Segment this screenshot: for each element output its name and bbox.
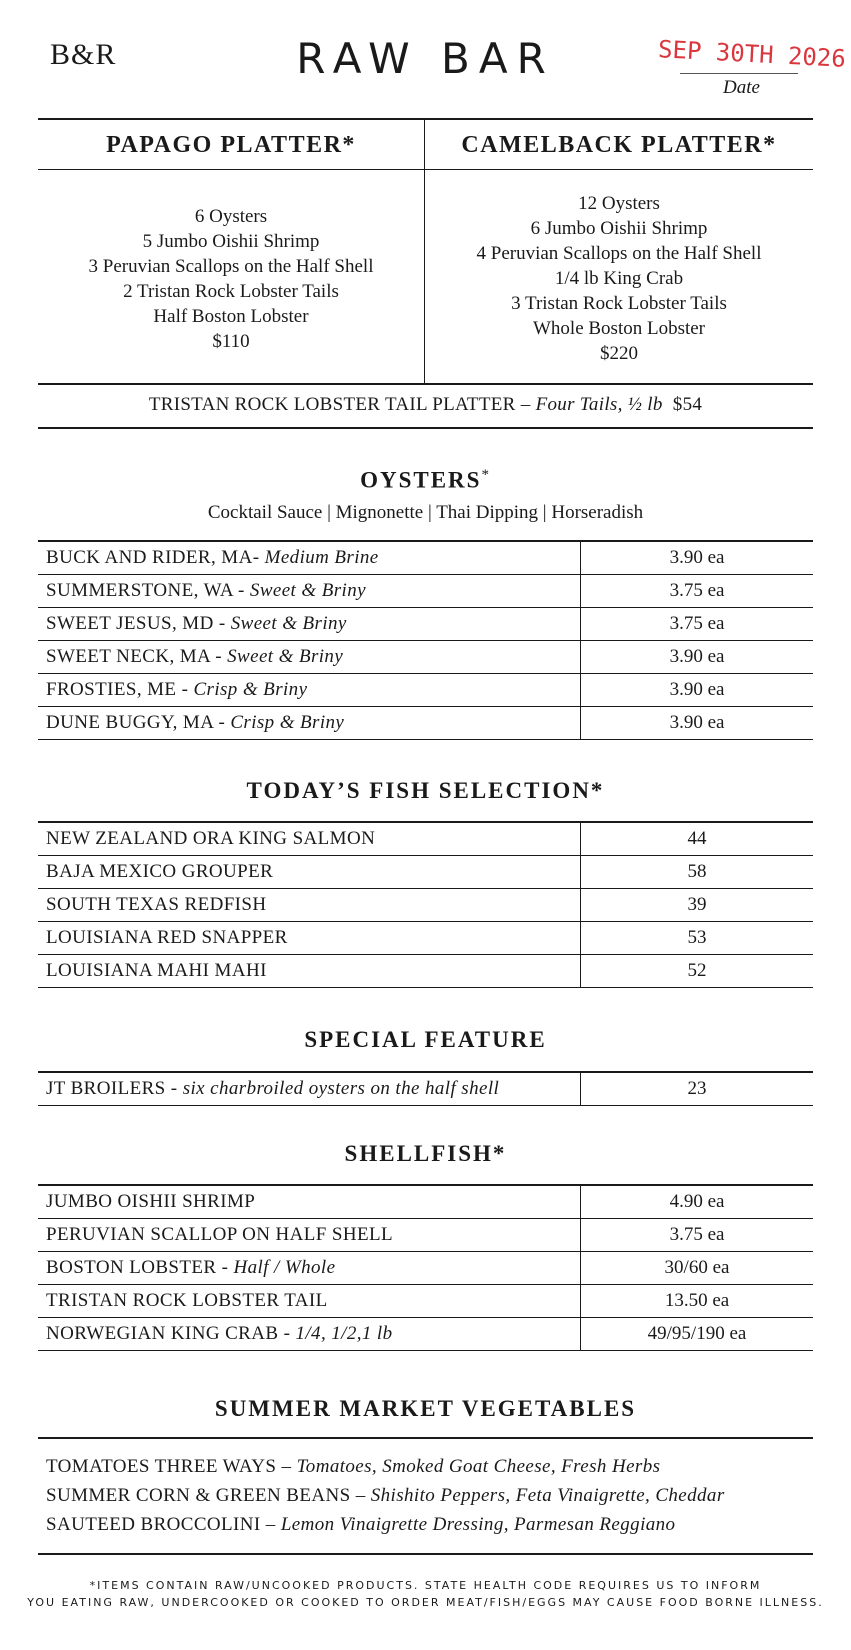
- platter-item: 6 Jumbo Oishii Shrimp: [530, 218, 708, 239]
- item-price: 3.75 ea: [581, 608, 814, 641]
- table-row: [38, 674, 813, 707]
- section-title-shellfish: SHELLFISH*: [344, 1141, 507, 1166]
- logo: B&R: [50, 38, 117, 71]
- item-price: 39: [581, 889, 814, 922]
- tail-platter-price: $54: [672, 394, 703, 415]
- platter-price: $220: [600, 343, 638, 364]
- table-row: [38, 541, 813, 575]
- divider: [38, 1437, 813, 1439]
- table-row: [38, 608, 813, 641]
- table-row: [38, 1185, 813, 1219]
- item-price: 3.75 ea: [581, 575, 814, 608]
- disclaimer: [0, 1577, 851, 1611]
- table-row: [38, 707, 813, 740]
- divider: [38, 383, 813, 385]
- table-row: [38, 1252, 813, 1285]
- section-title-oysters: OYSTERS*: [360, 467, 491, 493]
- table-row: [38, 922, 813, 955]
- item-name: NORWEGIAN KING CRAB - 1/4, 1/2,1 lb: [38, 1318, 581, 1351]
- item-price: 4.90 ea: [581, 1185, 814, 1219]
- platter-items-papago: [38, 204, 424, 354]
- item-price: 30/60 ea: [581, 1252, 814, 1285]
- item-name: BOSTON LOBSTER - Half / Whole: [38, 1252, 581, 1285]
- item-name: TRISTAN ROCK LOBSTER TAIL: [38, 1285, 581, 1318]
- table-row: [38, 889, 813, 922]
- item-price: 3.90 ea: [581, 641, 814, 674]
- item-name: FROSTIES, ME - Crisp & Briny: [38, 674, 581, 707]
- table-row: [38, 641, 813, 674]
- item-price: 52: [581, 955, 814, 988]
- item-name: LOUISIANA MAHI MAHI: [38, 955, 581, 988]
- platter-item: Half Boston Lobster: [153, 306, 309, 327]
- item-price: 3.75 ea: [581, 1219, 814, 1252]
- section-title-vegetables: SUMMER MARKET VEGETABLES: [214, 1396, 637, 1421]
- oyster-sauces: Cocktail Sauce | Mignonette | Thai Dipping | Horseradish: [207, 502, 644, 523]
- divider: [38, 118, 813, 120]
- platter-item: 1/4 lb King Crab: [554, 268, 684, 289]
- item-price: 13.50 ea: [581, 1285, 814, 1318]
- platter-item: 3 Tristan Rock Lobster Tails: [511, 293, 727, 314]
- table-row: [38, 1072, 813, 1106]
- platter-title-camelback: CAMELBACK PLATTER*: [461, 132, 777, 158]
- veg-item: SUMMER CORN & GREEN BEANS – Shishito Peppers, Feta Vinaigrette, Cheddar: [46, 1485, 725, 1506]
- oyster-table: [38, 540, 813, 740]
- platter-title-papago: PAPAGO PLATTER*: [106, 132, 356, 158]
- disclaimer-line: YOU EATING RAW, UNDERCOOKED OR COOKED TO ORDER MEAT/FISH/EGGS MAY CAUSE FOOD BORNE ILLNESS.: [27, 1596, 824, 1609]
- table-row: [38, 1318, 813, 1351]
- table-row: [38, 1219, 813, 1252]
- table-row: [38, 856, 813, 889]
- special-table: [38, 1071, 813, 1106]
- platter-item: 5 Jumbo Oishii Shrimp: [142, 231, 320, 252]
- platter-item: Whole Boston Lobster: [532, 318, 706, 339]
- date-label: Date: [723, 77, 760, 98]
- veg-item: SAUTEED BROCCOLINI – Lemon Vinaigrette Dressing, Parmesan Reggiano: [46, 1514, 676, 1535]
- platter-item: 12 Oysters: [578, 193, 660, 214]
- date-stamp: SEP 30TH 2026: [657, 35, 847, 73]
- item-price: 3.90 ea: [581, 674, 814, 707]
- platter-items-camelback: [425, 191, 813, 366]
- item-name: JUMBO OISHII SHRIMP: [38, 1185, 581, 1219]
- item-name: DUNE BUGGY, MA - Crisp & Briny: [38, 707, 581, 740]
- item-price: 23: [581, 1072, 814, 1106]
- item-name: SOUTH TEXAS REDFISH: [38, 889, 581, 922]
- page-title: RAW BAR: [296, 34, 555, 83]
- platter-item: 6 Oysters: [194, 206, 268, 227]
- fish-table: [38, 821, 813, 988]
- divider: [38, 169, 813, 170]
- date-underline: [680, 73, 798, 74]
- item-price: 44: [581, 822, 814, 856]
- table-row: [38, 575, 813, 608]
- tail-platter: [38, 394, 813, 416]
- item-name: BAJA MEXICO GROUPER: [38, 856, 581, 889]
- item-name: SUMMERSTONE, WA - Sweet & Briny: [38, 575, 581, 608]
- item-price: 3.90 ea: [581, 541, 814, 575]
- section-title-special: SPECIAL FEATURE: [304, 1027, 547, 1052]
- table-row: [38, 1285, 813, 1318]
- item-price: 53: [581, 922, 814, 955]
- item-price: 3.90 ea: [581, 707, 814, 740]
- table-row: [38, 822, 813, 856]
- section-title-fish: TODAY’S FISH SELECTION*: [246, 778, 605, 803]
- item-name: SWEET NECK, MA - Sweet & Briny: [38, 641, 581, 674]
- divider: [38, 1553, 813, 1555]
- item-name: SWEET JESUS, MD - Sweet & Briny: [38, 608, 581, 641]
- item-name: PERUVIAN SCALLOP ON HALF SHELL: [38, 1219, 581, 1252]
- item-name: LOUISIANA RED SNAPPER: [38, 922, 581, 955]
- platter-price: $110: [212, 331, 250, 352]
- table-row: [38, 955, 813, 988]
- divider: [38, 427, 813, 429]
- item-name: BUCK AND RIDER, MA- Medium Brine: [38, 541, 581, 575]
- item-name: NEW ZEALAND ORA KING SALMON: [38, 822, 581, 856]
- platter-item: 2 Tristan Rock Lobster Tails: [123, 281, 339, 302]
- tail-platter-desc: Four Tails, ½ lb: [535, 394, 663, 415]
- veg-item: TOMATOES THREE WAYS – Tomatoes, Smoked Goat Cheese, Fresh Herbs: [46, 1456, 661, 1477]
- platter-item: 3 Peruvian Scallops on the Half Shell: [88, 256, 374, 277]
- platter-item: 4 Peruvian Scallops on the Half Shell: [476, 243, 762, 264]
- item-price: 49/95/190 ea: [581, 1318, 814, 1351]
- item-price: 58: [581, 856, 814, 889]
- item-name: JT BROILERS - six charbroiled oysters on the half shell: [38, 1072, 581, 1106]
- tail-platter-dash: –: [520, 394, 531, 415]
- tail-platter-name: TRISTAN ROCK LOBSTER TAIL PLATTER: [148, 394, 516, 415]
- disclaimer-line: *ITEMS CONTAIN RAW/UNCOOKED PRODUCTS. STATE HEALTH CODE REQUIRES US TO INFORM: [89, 1579, 762, 1592]
- shellfish-table: [38, 1184, 813, 1351]
